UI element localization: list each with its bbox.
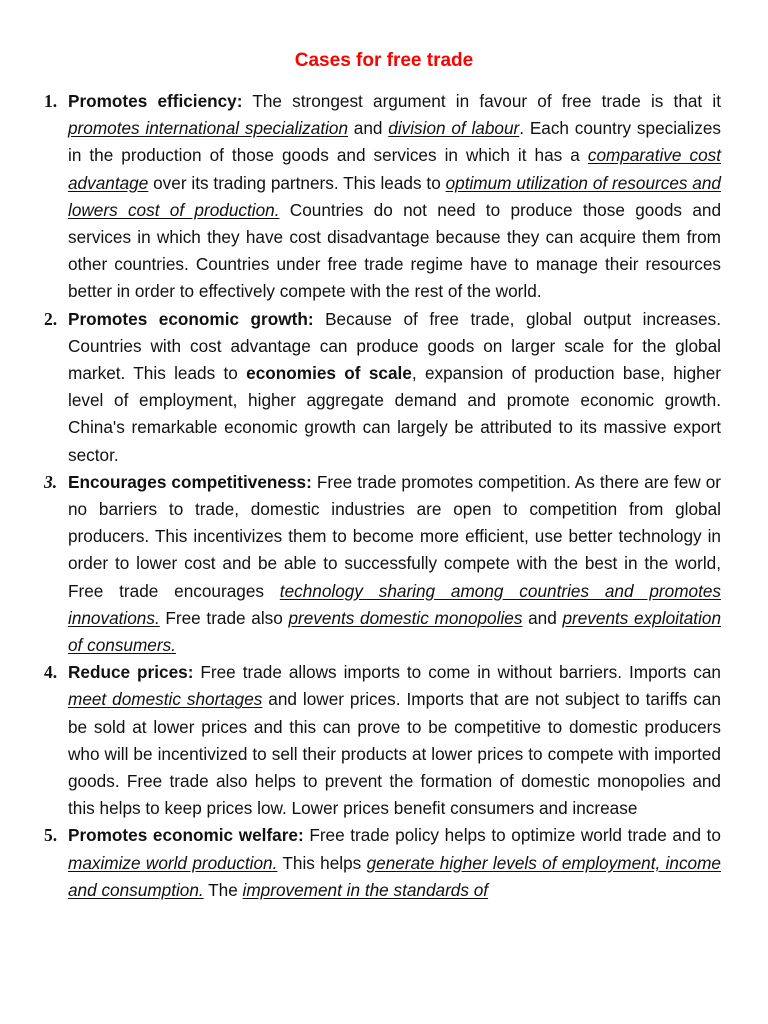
emphasized-phrase: prevents exploitation of consumers. (68, 607, 721, 656)
case-heading: Promotes efficiency: (68, 91, 243, 111)
body-text: . Each country specializes in the production of those goods and services in which it has a (68, 118, 721, 166)
body-text: and (522, 607, 563, 628)
body-text: , expansion of production base, higher level of employment, higher aggregate demand and promote economic growth. China's remarkable economic growth can largely be attributed to its massive export sector. (68, 363, 721, 465)
emphasized-phrase: promotes international specialization (68, 118, 349, 139)
cases-list (0, 88, 768, 904)
case-number: 2. (44, 308, 58, 329)
body-text: over its trading partners. This leads to (148, 172, 446, 193)
emphasized-phrase: improvement in the standards of (242, 879, 489, 900)
body-text: This helps (277, 852, 367, 873)
case-heading: Encourages competitiveness: (68, 471, 312, 492)
body-text: The (203, 879, 243, 900)
case-item (44, 659, 721, 822)
case-number: 3. (44, 471, 58, 492)
case-number: 4. (44, 662, 58, 683)
case-heading: Reduce prices: (68, 662, 194, 683)
emphasized-phrase: division of labour (388, 118, 520, 139)
body-text: Free trade allows imports to come in without barriers. Imports can (193, 662, 721, 683)
body-text: Free trade also (159, 607, 289, 628)
emphasized-phrase: technology sharing among countries and promotes innovations. (68, 580, 721, 628)
case-item (44, 88, 722, 306)
case-item (44, 469, 721, 659)
emphasized-phrase: comparative cost advantage (68, 145, 721, 193)
body-text: Countries do not need to produce those goods and services in which they have cost disadvantage because they can acquire them from other countries. Countries under free trade regime have to manage their resources better in order to effectively compete with the rest of the world. (68, 199, 722, 302)
body-text: Because of free trade, global output increases. Countries with cost advantage can produce goods on larger scale for the global market. This leads to (68, 308, 721, 384)
case-item (44, 822, 721, 904)
emphasized-phrase: prevents domestic monopolies (288, 607, 523, 628)
case-heading: Promotes economic welfare: (68, 825, 304, 846)
case-number: 5. (44, 825, 58, 846)
case-heading: Promotes economic growth: (68, 308, 314, 329)
case-number: 1. (44, 91, 58, 111)
emphasized-phrase: generate higher levels of employment, income and consumption. (68, 852, 721, 900)
body-text: Free trade promotes competition. As there are few or no barriers to trade, domestic industries are open to competition from global producers. This incentivizes them to become more efficient, use better technology in order to lower cost and be able to successfully compete with the best in the world, Free trade encourages (68, 471, 721, 601)
body-text: The strongest argument in favour of free trade is that it (242, 91, 721, 111)
emphasized-phrase: maximize world production. (68, 852, 278, 873)
body-text: Free trade policy helps to optimize world trade and to (303, 825, 721, 846)
emphasized-phrase: optimum utilization of resources and lowers cost of production. (68, 172, 721, 220)
bold-phrase: economies of scale (246, 363, 412, 384)
case-item (44, 306, 721, 469)
body-text: and (348, 118, 389, 139)
page-title: Cases for free trade (294, 50, 474, 71)
body-text: and lower prices. Imports that are not subject to tariffs can be sold at lower prices and this can prove to be competitive to domestic producers who will be incentivized to sell their products at lower prices to compete with imported goods. Free trade also helps to prevent the formation of domestic monopolies and this helps to keep prices low. Lower prices benefit consumers and increase (68, 689, 721, 819)
emphasized-phrase: meet domestic shortages (68, 689, 263, 710)
